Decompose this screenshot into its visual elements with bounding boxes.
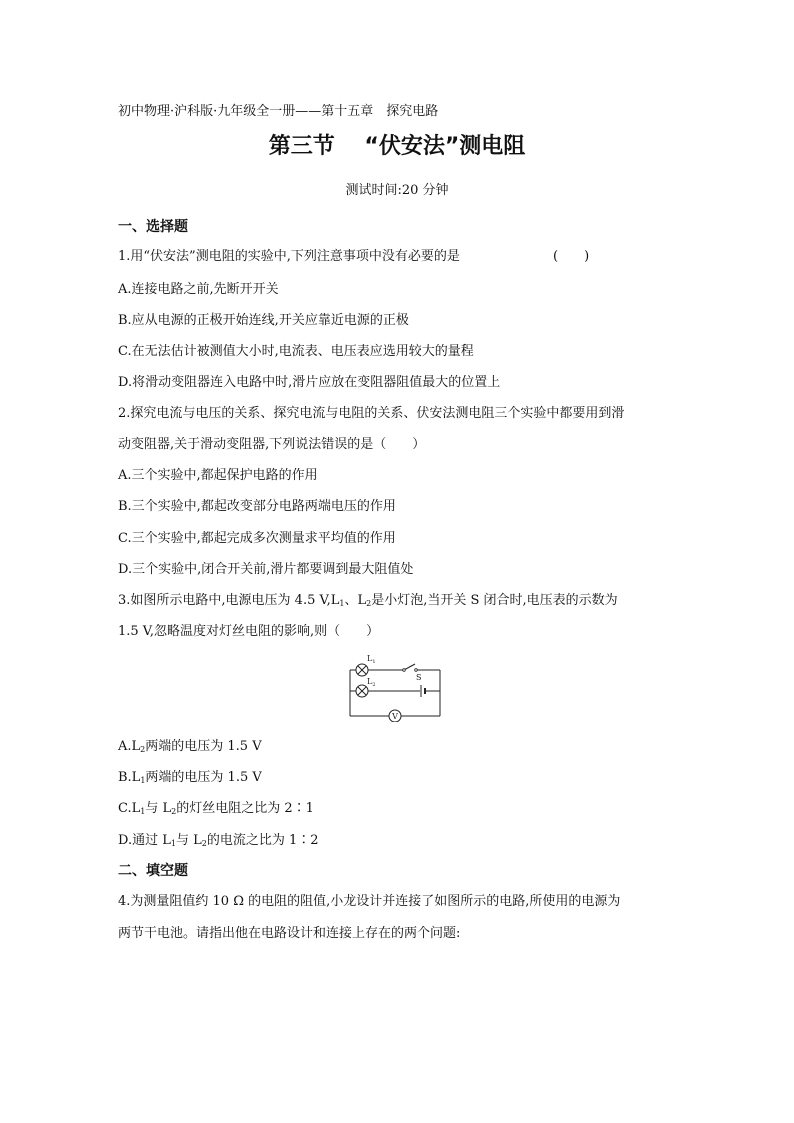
q2-option-c: C.三个实验中,都起完成多次测量求平均值的作用 xyxy=(118,531,396,546)
switch-contact-left xyxy=(403,669,406,672)
q2-option-d: D.三个实验中,闭合开关前,滑片都要调到最大阻值处 xyxy=(118,562,414,577)
q4-stem-line1: 4.为测量阻值约 10 Ω 的电阻的阻值,小龙设计并连接了如图所示的电路,所使用的电源为 xyxy=(118,894,621,909)
q2-stem-line1: 2.探究电流与电压的关系、探究电流与电阻的关系、伏安法测电阻三个实验中都要用到滑 xyxy=(118,406,625,421)
q3-option-d: D.通过 $L_1$与 $L_2$的电流之比为 1∶2 xyxy=(118,833,319,848)
q2-option-b: B.三个实验中,都起改变部分电路两端电压的作用 xyxy=(118,499,396,514)
page-title: 第三节 “伏安法”测电阻 xyxy=(268,134,526,159)
q3-option-a: $A.L_2$两端的电压为 1.5 V xyxy=(118,739,262,754)
q1-option-d: D.将滑动变阻器连入电路中时,滑片应放在变阻器阻值最大的位置上 xyxy=(118,375,501,390)
page-header: 初中物理·沪科版·九年级全一册——第十五章 探究电路 xyxy=(118,104,439,119)
switch-blade xyxy=(404,664,415,670)
circuit-diagram xyxy=(343,650,447,722)
switch-contact-right xyxy=(415,669,418,672)
q1-option-a: A.连接电路之前,先断开开关 xyxy=(118,282,279,297)
lamp-l1-icon xyxy=(356,664,368,676)
voltmeter-label: V xyxy=(392,712,398,721)
lamp-l1-label: $L_1$ xyxy=(367,654,376,665)
q2-stem-line2: 动变阻器,关于滑动变阻器,下列说法错误的是（ ） xyxy=(118,437,426,452)
q1-stem: 1.用“伏安法”测电阻的实验中,下列注意事项中没有必要的是 xyxy=(118,249,460,264)
q4-stem-line2: 两节干电池。请指出他在电路设计和连接上存在的两个问题: xyxy=(118,926,461,941)
q3-stem-line1: 3.如图所示电路中,电源电压为 4.5 $V,L_1$、$L_2$是小灯泡,当开关 S 闭合时,电压表的示数为 xyxy=(118,593,618,608)
section-heading-fill: 二、填空题 xyxy=(118,863,188,879)
q3-option-c: $C.L_1$与 $L_2$的灯丝电阻之比为 2∶1 xyxy=(118,801,314,816)
battery-icon xyxy=(421,685,425,697)
q1-option-b: B.应从电源的正极开始连线,开关应靠近电源的正极 xyxy=(118,313,409,328)
lamp-l2-label: $L_2$ xyxy=(367,677,376,688)
q1-option-c: C.在无法估计被测值大小时,电流表、电压表应选用较大的量程 xyxy=(118,344,474,359)
q1-answer-paren: ( ) xyxy=(553,249,590,264)
q3-option-b: $B.L_1$两端的电压为 1.5 V xyxy=(118,770,262,785)
test-time: 测试时间:20 分钟 xyxy=(345,183,449,198)
q2-option-a: A.三个实验中,都起保护电路的作用 xyxy=(118,468,318,483)
q3-stem-line2: 1.5 V,忽略温度对灯丝电阻的影响,则（ ） xyxy=(118,624,380,639)
section-heading-choice: 一、选择题 xyxy=(118,219,188,235)
lamp-l2-icon xyxy=(356,685,368,697)
switch-label: S xyxy=(416,673,422,682)
